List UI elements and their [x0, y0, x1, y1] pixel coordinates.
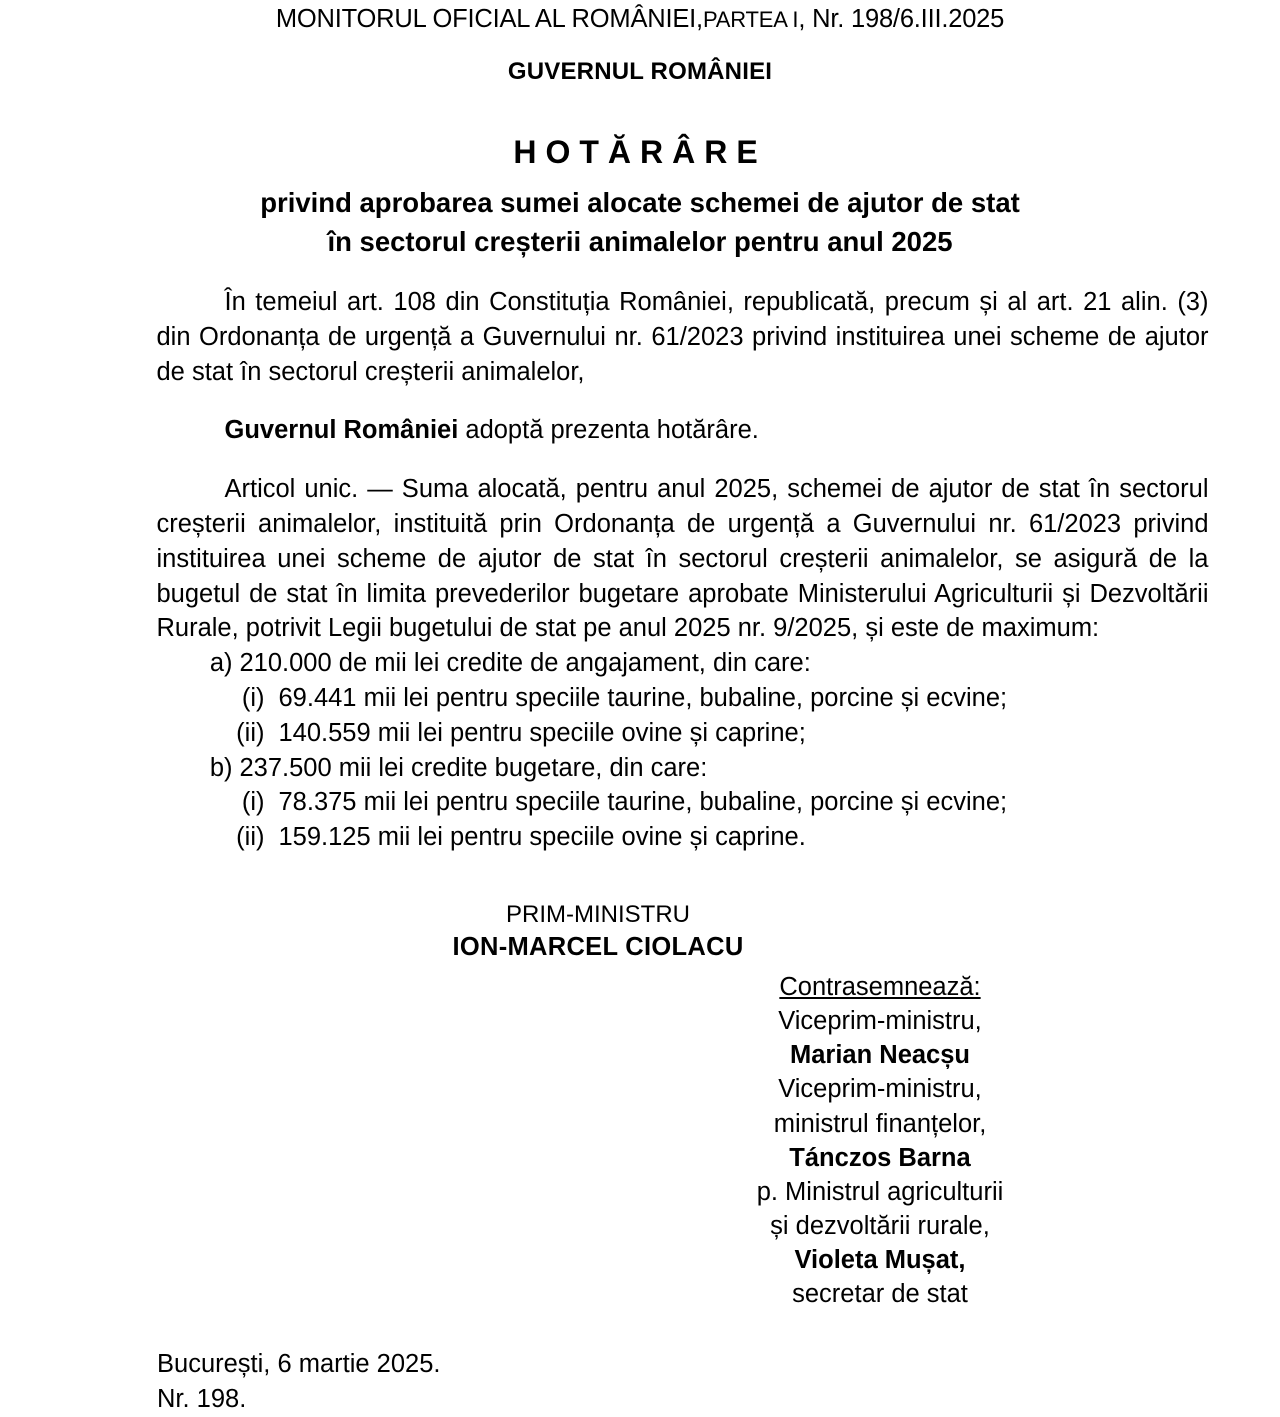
countersign-line: Viceprim-ministru,: [778, 1075, 982, 1104]
article-text: Suma alocată, pentru anul 2025, schemei de ajutor de stat în sectorul creșterii animalelor, instituită prin Ordonanța de urgență a Guvernului nr. 61/2023 privind instituirea unei scheme de ajutor de stat în sectorul creșterii animalelor, se asigură de la bugetul de stat în limita prevederilor bugetare aprobate Ministerului Agriculturii și Dezvoltării Rurale, potrivit Legii bugetului de stat pe anul 2025 nr. 9/2025, și este de maximum:: [156, 475, 1209, 643]
list-item: [157, 785, 1209, 820]
list-item: [157, 820, 1209, 855]
list-marker: (ii): [236, 823, 265, 852]
footer-number: Nr. 198.: [157, 1384, 247, 1413]
countersign-line: p. Ministrul agriculturii: [756, 1177, 1004, 1206]
list-item-text: 69.441 mii lei pentru speciile taurine, bubaline, porcine și ecvine;: [278, 684, 1008, 713]
signature-area: [0, 899, 1280, 1311]
list-item-text: 237.500 mii lei credite bugetare, din care:: [239, 753, 708, 782]
countersign-line: secretar de stat: [792, 1279, 968, 1308]
list-item: [157, 751, 1209, 786]
running-head-issue: , Nr. 198/6.III.2025: [798, 5, 1005, 33]
list-marker: (ii): [236, 718, 265, 747]
article-label: Articol unic. —: [224, 475, 393, 504]
adoption-bold-lead: Guvernul României: [224, 416, 459, 445]
countersign-line: Violeta Mușat,: [794, 1245, 966, 1274]
running-head: [0, 0, 1280, 34]
list-marker: a): [209, 649, 233, 678]
adoption-paragraph: [157, 413, 1209, 448]
preamble-paragraph: În temeiul art. 108 din Constituția României, republicată, precum și al art. 21 alin. (3) din Ordonanța de urgență a Guvernului nr. 61/2023 privind instituirea unei scheme de ajutor de stat în sectorul creșterii animalelor,: [156, 288, 1209, 386]
footer-place-date: București, 6 martie 2025.: [157, 1349, 441, 1378]
list-item-text: 78.375 mii lei pentru speciile taurine, bubaline, porcine și ecvine;: [278, 788, 1008, 817]
article-paragraph: [157, 472, 1209, 646]
adoption-rest: adoptă prezenta hotărâre.: [458, 416, 759, 445]
prime-minister-name: ION-MARCEL CIOLACU: [452, 932, 744, 961]
list-marker: b): [209, 753, 233, 782]
countersign-line: Marian Neacșu: [790, 1041, 970, 1070]
list-marker: (i): [241, 684, 265, 713]
list-item: [157, 681, 1209, 716]
prime-minister-role: PRIM-MINISTRU: [506, 901, 690, 929]
act-subject-line-1: privind aprobarea sumei alocate schemei de ajutor de stat: [260, 187, 1020, 218]
issuing-authority: GUVERNUL ROMÂNIEI: [507, 58, 773, 85]
allocation-list: [157, 646, 1209, 855]
list-item: [157, 716, 1209, 751]
list-item-text: 140.559 mii lei pentru speciile ovine și caprine;: [278, 718, 806, 747]
countersign-line: ministrul finanțelor,: [773, 1109, 987, 1138]
act-subject-title: [0, 183, 1280, 261]
list-marker: (i): [241, 788, 265, 817]
running-head-publication: MONITORUL OFICIAL AL ROMÂNIEI,: [275, 5, 703, 33]
act-subject-line-2: în sectorul creșterii animalelor pentru anul 2025: [327, 226, 953, 258]
list-item: [157, 646, 1209, 681]
prime-minister-block: [0, 899, 1196, 964]
running-head-part: PARTEA I: [702, 7, 799, 32]
countersign-heading: Contrasemnează:: [779, 973, 981, 1002]
countersign-line: Viceprim-ministru,: [778, 1007, 982, 1036]
list-item-text: 159.125 mii lei pentru speciile ovine și caprine.: [278, 823, 806, 852]
countersign-line: și dezvoltării rurale,: [770, 1211, 990, 1240]
act-type-title: HOTĂRÂRE: [513, 134, 767, 170]
document-body: [72, 285, 1209, 855]
document-footer: [0, 1347, 1280, 1417]
list-item-text: 210.000 de mii lei credite de angajament, din care:: [239, 649, 811, 678]
countersign-line: Tánczos Barna: [789, 1143, 971, 1172]
countersign-block: [0, 970, 1280, 1310]
